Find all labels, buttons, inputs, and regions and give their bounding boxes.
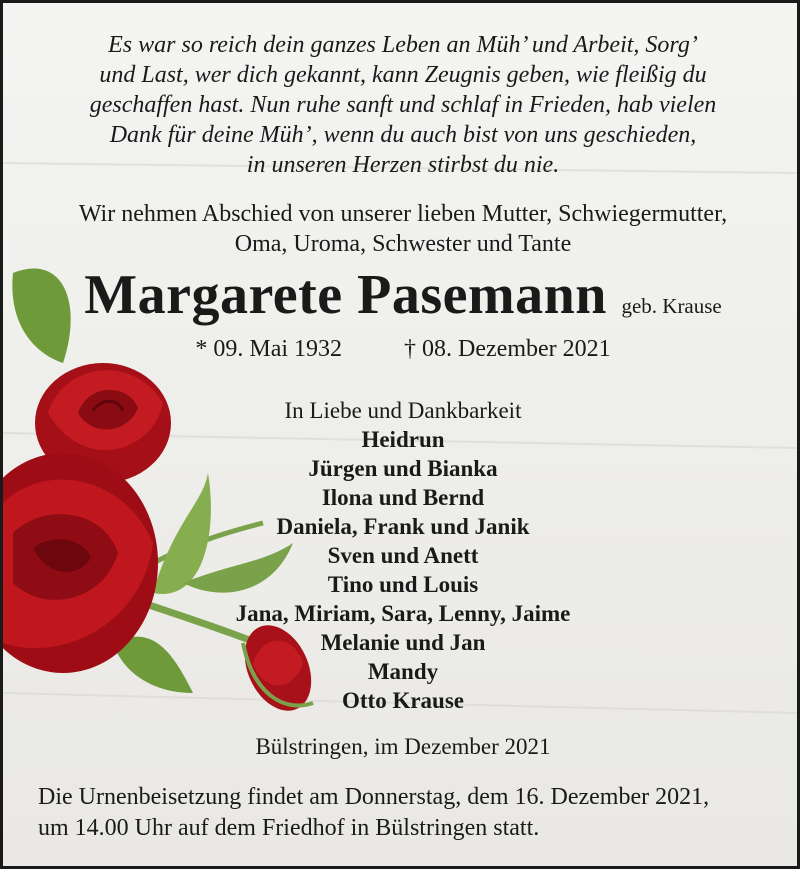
birth-name: geb. Krause (621, 294, 722, 318)
funeral-line-2: um 14.00 Uhr auf dem Friedhof in Bülstringen statt. (38, 815, 540, 841)
obituary-content (3, 3, 800, 869)
birth-date: * 09. Mai 1932 (195, 336, 343, 362)
mourners-heading: In Liebe und Dankbarkeit (284, 398, 522, 423)
mourner-name: Jürgen und Bianka (308, 456, 498, 481)
intro-line-2: Oma, Uroma, Schwester und Tante (234, 231, 572, 257)
mourner-name: Sven und Anett (327, 543, 479, 568)
poem-line-2: und Last, wer dich gekannt, kann Zeugnis geben, wie fleißig du (99, 62, 707, 88)
mourner-name: Otto Krause (341, 688, 464, 713)
deceased-name: Margarete Pasemann (84, 264, 607, 326)
mourner-name: Ilona und Bernd (321, 485, 485, 510)
funeral-line-1: Die Urnenbeisetzung findet am Donnerstag, dem 16. Dezember 2021, (38, 784, 710, 810)
mourner-name: Melanie und Jan (320, 630, 486, 655)
poem-line-5: in unseren Herzen stirbst du nie. (246, 152, 560, 178)
deceased-name-line (3, 265, 800, 336)
mourner-name: Tino und Louis (327, 572, 479, 597)
mourner-name: Mandy (367, 659, 439, 684)
mourner-name: Heidrun (361, 427, 445, 452)
mourner-name: Daniela, Frank und Janik (276, 514, 530, 539)
death-date: † 08. Dezember 2021 (404, 336, 611, 362)
poem-line-1: Es war so reich dein ganzes Leben an Müh’ und Arbeit, Sorg’ (108, 32, 698, 58)
mourner-name: Jana, Miriam, Sara, Lenny, Jaime (235, 601, 571, 626)
life-dates (3, 336, 800, 363)
intro-line-1: Wir nehmen Abschied von unserer lieben Mutter, Schwiegermutter, (78, 201, 728, 227)
place-date: Bülstringen, im Dezember 2021 (255, 734, 551, 759)
poem-line-4: Dank für deine Müh’, wenn du auch bist von uns geschieden, (109, 122, 697, 148)
poem-line-3: geschaffen hast. Nun ruhe sanft und schlaf in Frieden, hab vielen (89, 92, 717, 118)
